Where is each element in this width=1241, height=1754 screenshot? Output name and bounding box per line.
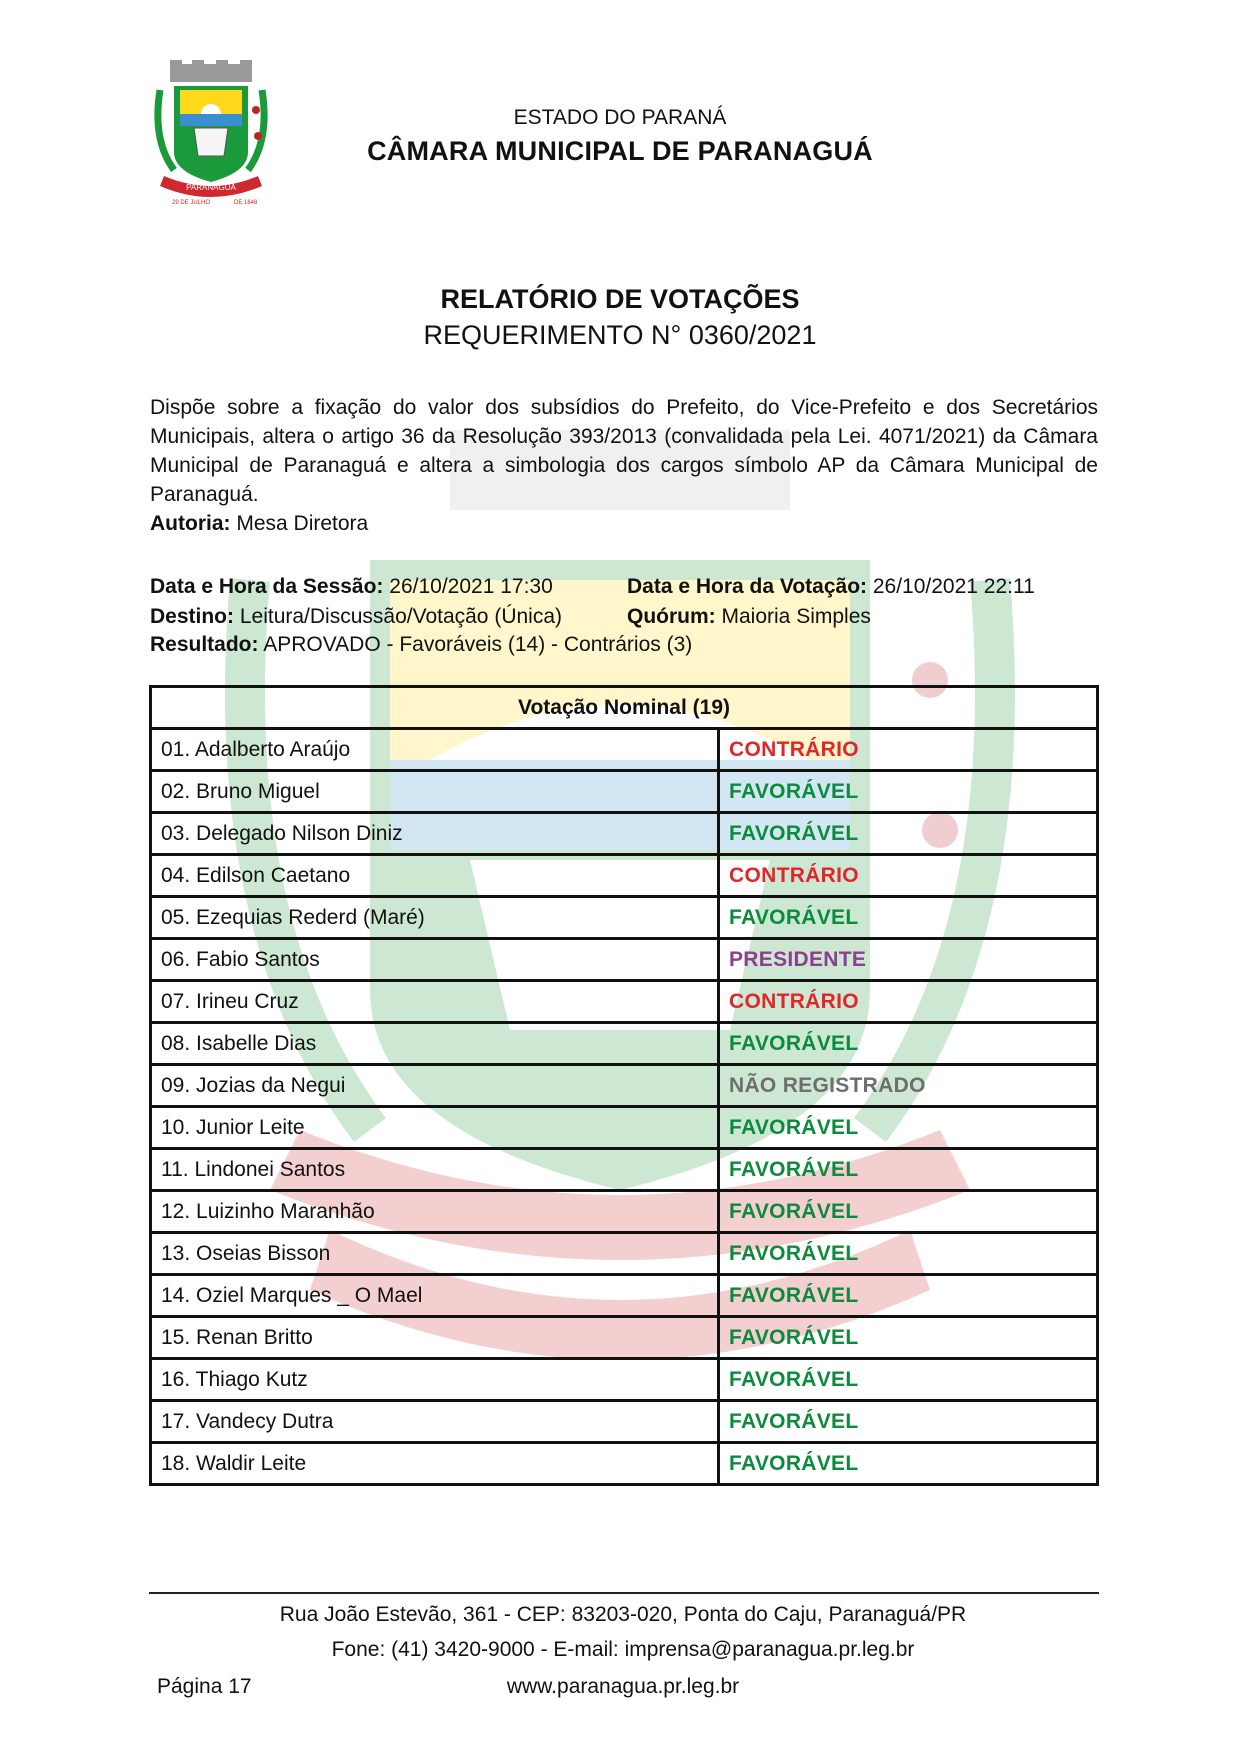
quorum-value: Maioria Simples	[721, 605, 871, 628]
table-row	[151, 1149, 1098, 1191]
councillor-name: 06. Fabio Santos	[151, 939, 719, 981]
vote-table-body	[151, 729, 1098, 1485]
table-row	[151, 1359, 1098, 1401]
councillor-name: 05. Ezequias Rederd (Maré)	[151, 897, 719, 939]
crest-ribbon-text: PARANAGUÁ	[186, 183, 236, 192]
vote-value: FAVORÁVEL	[719, 1443, 1098, 1485]
table-row	[151, 1233, 1098, 1275]
table-row	[151, 981, 1098, 1023]
table-row	[151, 1443, 1098, 1485]
vote-value: FAVORÁVEL	[719, 1107, 1098, 1149]
vote-datetime-value: 26/10/2021 22:11	[872, 575, 1035, 598]
councillor-name: 13. Oseias Bisson	[151, 1233, 719, 1275]
page-number: Página 17	[157, 1675, 252, 1698]
councillor-name: 08. Isabelle Dias	[151, 1023, 719, 1065]
vote-datetime	[627, 575, 1035, 599]
author-label: Autoria:	[150, 512, 231, 535]
result	[150, 633, 692, 657]
vote-value: FAVORÁVEL	[719, 1191, 1098, 1233]
report-title: RELATÓRIO DE VOTAÇÕES	[440, 284, 800, 314]
table-row	[151, 1401, 1098, 1443]
destination-label: Destino:	[150, 605, 234, 628]
footer-contact: Fone: (41) 3420-9000 - E-mail: imprensa@paranagua.pr.leg.br	[331, 1638, 915, 1661]
table-row	[151, 771, 1098, 813]
result-label: Resultado:	[150, 633, 259, 656]
vote-table	[149, 685, 1099, 1486]
vote-value: FAVORÁVEL	[719, 897, 1098, 939]
footer-website[interactable]: www.paranagua.pr.leg.br	[506, 1675, 740, 1698]
table-row	[151, 1107, 1098, 1149]
councillor-name: 10. Junior Leite	[151, 1107, 719, 1149]
vote-value: FAVORÁVEL	[719, 1401, 1098, 1443]
result-value: APROVADO - Favoráveis (14) - Contrários (3)	[263, 633, 693, 656]
table-row	[151, 1275, 1098, 1317]
table-row	[151, 813, 1098, 855]
description-block	[150, 393, 1098, 538]
destination-value: Leitura/Discussão/Votação (Única)	[239, 605, 563, 628]
vote-value: CONTRÁRIO	[719, 729, 1098, 771]
crest-date-left: 29 DE JULHO	[172, 200, 211, 206]
state-name: ESTADO DO PARANÁ	[513, 106, 727, 129]
quorum	[627, 605, 871, 629]
crest-date-right: DE 1648	[234, 200, 258, 206]
table-row	[151, 939, 1098, 981]
councillor-name: 04. Edilson Caetano	[151, 855, 719, 897]
councillor-name: 18. Waldir Leite	[151, 1443, 719, 1485]
city-crest-logo	[150, 60, 272, 210]
footer-address: Rua João Estevão, 361 - CEP: 83203-020, Ponta do Caju, Paranaguá/PR	[279, 1603, 967, 1626]
vote-value: FAVORÁVEL	[719, 1149, 1098, 1191]
table-row	[151, 1317, 1098, 1359]
vote-value: FAVORÁVEL	[719, 1275, 1098, 1317]
vote-datetime-label: Data e Hora da Votação:	[627, 575, 868, 598]
vote-value: NÃO REGISTRADO	[719, 1065, 1098, 1107]
councillor-name: 12. Luizinho Maranhão	[151, 1191, 719, 1233]
vote-value: PRESIDENTE	[719, 939, 1098, 981]
destination	[150, 605, 562, 629]
chamber-name: CÂMARA MUNICIPAL DE PARANAGUÁ	[367, 136, 873, 166]
table-row	[151, 855, 1098, 897]
session-datetime-label: Data e Hora da Sessão:	[150, 575, 384, 598]
vote-table-heading: Votação Nominal (19)	[151, 687, 1098, 729]
councillor-name: 14. Oziel Marques _ O Mael	[151, 1275, 719, 1317]
vote-value: FAVORÁVEL	[719, 771, 1098, 813]
author-value: Mesa Diretora	[236, 512, 369, 535]
table-row	[151, 1065, 1098, 1107]
vote-value: CONTRÁRIO	[719, 981, 1098, 1023]
vote-value: FAVORÁVEL	[719, 1023, 1098, 1065]
councillor-name: 01. Adalberto Araújo	[151, 729, 719, 771]
description-text: Dispõe sobre a fixação do valor dos subsídios do Prefeito, do Vice-Prefeito e dos Secretários Municipais, altera o artigo 36 da Resolução 393/2013 (convalidada pela Lei. 4071/2021) da Câmara Municipal de Paranaguá e altera a simbologia dos cargos símbolo AP da Câmara Municipal de Paranaguá.	[150, 396, 1098, 506]
session-datetime-value: 26/10/2021 17:30	[389, 575, 553, 598]
table-row	[151, 1023, 1098, 1065]
report-subtitle: REQUERIMENTO N° 0360/2021	[423, 320, 817, 350]
vote-value: CONTRÁRIO	[719, 855, 1098, 897]
councillor-name: 09. Jozias da Negui	[151, 1065, 719, 1107]
vote-value: FAVORÁVEL	[719, 1317, 1098, 1359]
table-row	[151, 1191, 1098, 1233]
councillor-name: 11. Lindonei Santos	[151, 1149, 719, 1191]
table-row	[151, 897, 1098, 939]
table-row	[151, 729, 1098, 771]
councillor-name: 02. Bruno Miguel	[151, 771, 719, 813]
footer-divider	[149, 1592, 1099, 1594]
councillor-name: 07. Irineu Cruz	[151, 981, 719, 1023]
vote-value: FAVORÁVEL	[719, 1233, 1098, 1275]
councillor-name: 17. Vandecy Dutra	[151, 1401, 719, 1443]
quorum-label: Quórum:	[627, 605, 716, 628]
councillor-name: 16. Thiago Kutz	[151, 1359, 719, 1401]
councillor-name: 15. Renan Britto	[151, 1317, 719, 1359]
vote-value: FAVORÁVEL	[719, 813, 1098, 855]
session-datetime	[150, 575, 553, 599]
vote-value: FAVORÁVEL	[719, 1359, 1098, 1401]
councillor-name: 03. Delegado Nilson Diniz	[151, 813, 719, 855]
